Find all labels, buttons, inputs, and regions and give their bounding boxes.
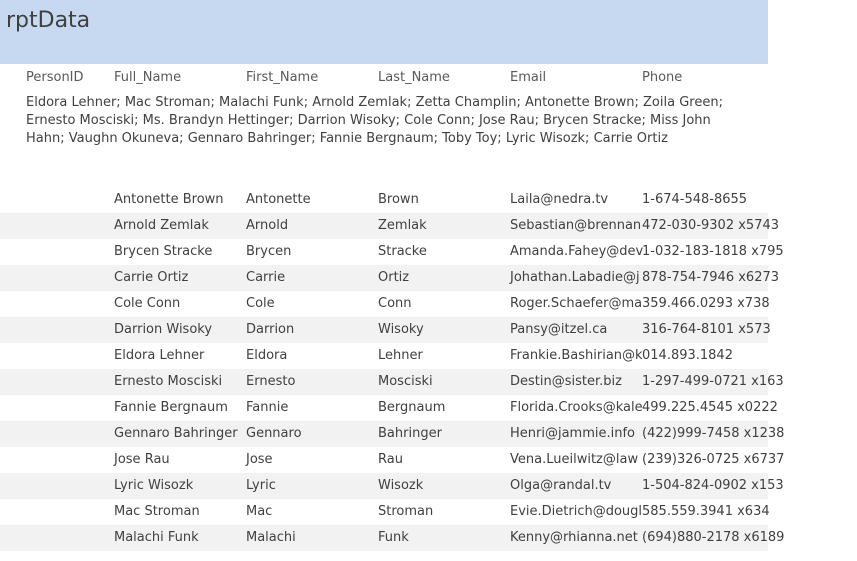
cell-full-name: Eldora Lehner (114, 348, 205, 363)
table-row (0, 265, 780, 291)
cell-email: Evie.Dietrich@dougl (510, 504, 643, 519)
cell-first-name: Jose (246, 452, 273, 467)
cell-email: Sebastian@brennan (510, 218, 642, 233)
cell-first-name: Brycen (246, 244, 292, 259)
cell-phone: 014.893.1842 (642, 348, 733, 363)
cell-first-name: Malachi (246, 530, 296, 545)
table-row (0, 317, 771, 343)
cell-last-name: Funk (378, 530, 409, 545)
cell-email: Johathan.Labadie@j (510, 270, 640, 285)
cell-email: Laila@nedra.tv (510, 192, 609, 207)
table-row (0, 447, 785, 473)
cell-phone: 1-297-499-0721 x163 (642, 374, 784, 389)
cell-last-name: Ortiz (378, 270, 410, 285)
cell-last-name: Zemlak (378, 218, 427, 233)
report-header (0, 0, 768, 64)
cell-first-name: Eldora (246, 348, 288, 363)
cell-first-name: Mac (246, 504, 273, 519)
cell-email: Destin@sister.biz (510, 374, 622, 389)
table-row (0, 525, 785, 551)
cell-full-name: Darrion Wisoky (114, 322, 213, 337)
cell-first-name: Ernesto (246, 374, 296, 389)
cell-full-name: Jose Rau (114, 452, 170, 467)
cell-phone: (239)326-0725 x6737 (642, 452, 785, 467)
cell-phone: 878-754-7946 x6273 (642, 270, 780, 285)
column-header-first-name: First_Name (246, 70, 319, 85)
cell-full-name: Ernesto Mosciski (114, 374, 223, 389)
table-row (0, 187, 768, 213)
cell-first-name: Carrie (246, 270, 286, 285)
cell-full-name: Gennaro Bahringer (114, 426, 238, 441)
cell-full-name: Malachi Funk (114, 530, 199, 545)
cell-last-name: Conn (378, 296, 412, 311)
cell-email: Frankie.Bashirian@k (510, 348, 643, 363)
column-header-email: Email (510, 70, 547, 85)
cell-full-name: Carrie Ortiz (114, 270, 189, 285)
cell-first-name: Fannie (246, 400, 289, 415)
cell-full-name: Brycen Stracke (114, 244, 213, 259)
cell-first-name: Antonette (246, 192, 311, 207)
cell-email: Roger.Schaefer@ma (510, 296, 643, 311)
cell-email: Vena.Lueilwitz@law (510, 452, 639, 467)
table-row (0, 291, 768, 317)
cell-last-name: Lehner (378, 348, 423, 363)
table-row (0, 499, 768, 525)
cell-email: Amanda.Fahey@dev (510, 244, 644, 259)
cell-phone: 472-030-9302 x5743 (642, 218, 780, 233)
report-title: rptData (6, 8, 91, 33)
column-header-personid: PersonID (26, 70, 84, 85)
cell-full-name: Antonette Brown (114, 192, 224, 207)
table-row (0, 213, 780, 239)
cell-full-name: Fannie Bergnaum (114, 400, 228, 415)
cell-email: Kenny@rhianna.net (510, 530, 638, 545)
cell-last-name: Wisozk (378, 478, 424, 493)
cell-phone: 359.466.0293 x738 (642, 296, 770, 311)
cell-first-name: Gennaro (246, 426, 302, 441)
table-row (0, 421, 785, 447)
cell-phone: 1-674-548-8655 (642, 192, 748, 207)
cell-phone: 499.225.4545 x0222 (642, 400, 778, 415)
cell-last-name: Brown (378, 192, 419, 207)
table-row (0, 473, 784, 499)
column-header-full-name: Full_Name (114, 70, 182, 85)
table-row (0, 369, 784, 395)
column-header-last-name: Last_Name (378, 70, 450, 85)
cell-full-name: Mac Stroman (114, 504, 200, 519)
cell-last-name: Bahringer (378, 426, 442, 441)
cell-phone: (694)880-2178 x6189 (642, 530, 785, 545)
cell-last-name: Stracke (378, 244, 427, 259)
cell-phone: 316-764-8101 x573 (642, 322, 771, 337)
column-header-row (0, 70, 768, 90)
detail-rows (0, 187, 785, 551)
table-row (0, 343, 768, 369)
cell-first-name: Arnold (246, 218, 289, 233)
cell-email: Pansy@itzel.ca (510, 322, 608, 337)
table-row (0, 239, 784, 265)
cell-phone: 1-032-183-1818 x795 (642, 244, 784, 259)
cell-first-name: Lyric (246, 478, 276, 493)
cell-phone: (422)999-7458 x1238 (642, 426, 785, 441)
cell-full-name: Cole Conn (114, 296, 181, 311)
cell-phone: 585.559.3941 x634 (642, 504, 770, 519)
cell-email: Henri@jammie.info (510, 426, 635, 441)
cell-first-name: Cole (246, 296, 275, 311)
cell-last-name: Rau (378, 452, 403, 467)
cell-phone: 1-504-824-0902 x153 (642, 478, 784, 493)
cell-email: Florida.Crooks@kale (510, 400, 643, 415)
cell-email: Olga@randal.tv (510, 478, 612, 493)
cell-last-name: Stroman (378, 504, 434, 519)
table-row (0, 395, 778, 421)
cell-full-name: Arnold Zemlak (114, 218, 209, 233)
cell-last-name: Mosciski (378, 374, 433, 389)
cell-last-name: Wisoky (378, 322, 424, 337)
column-header-phone: Phone (642, 70, 683, 85)
cell-full-name: Lyric Wisozk (114, 478, 194, 493)
cell-last-name: Bergnaum (378, 400, 446, 415)
cell-first-name: Darrion (246, 322, 295, 337)
concatenated-names-text: Eldora Lehner; Mac Stroman; Malachi Funk; Arnold Zemlak; Zetta Champlin; Antonette Brown; Zoila Green; Ernesto Mosciski; Ms. Brandyn Hettinger; Darrion Wisoky; Cole Conn; Jose Rau; Brycen Stracke; Miss John Hahn; Vaughn Okuneva; Gennaro Bahringer; Fannie Bergnaum; Toby Toy; Lyric Wisozk; Carrie Ortiz (26, 95, 723, 146)
